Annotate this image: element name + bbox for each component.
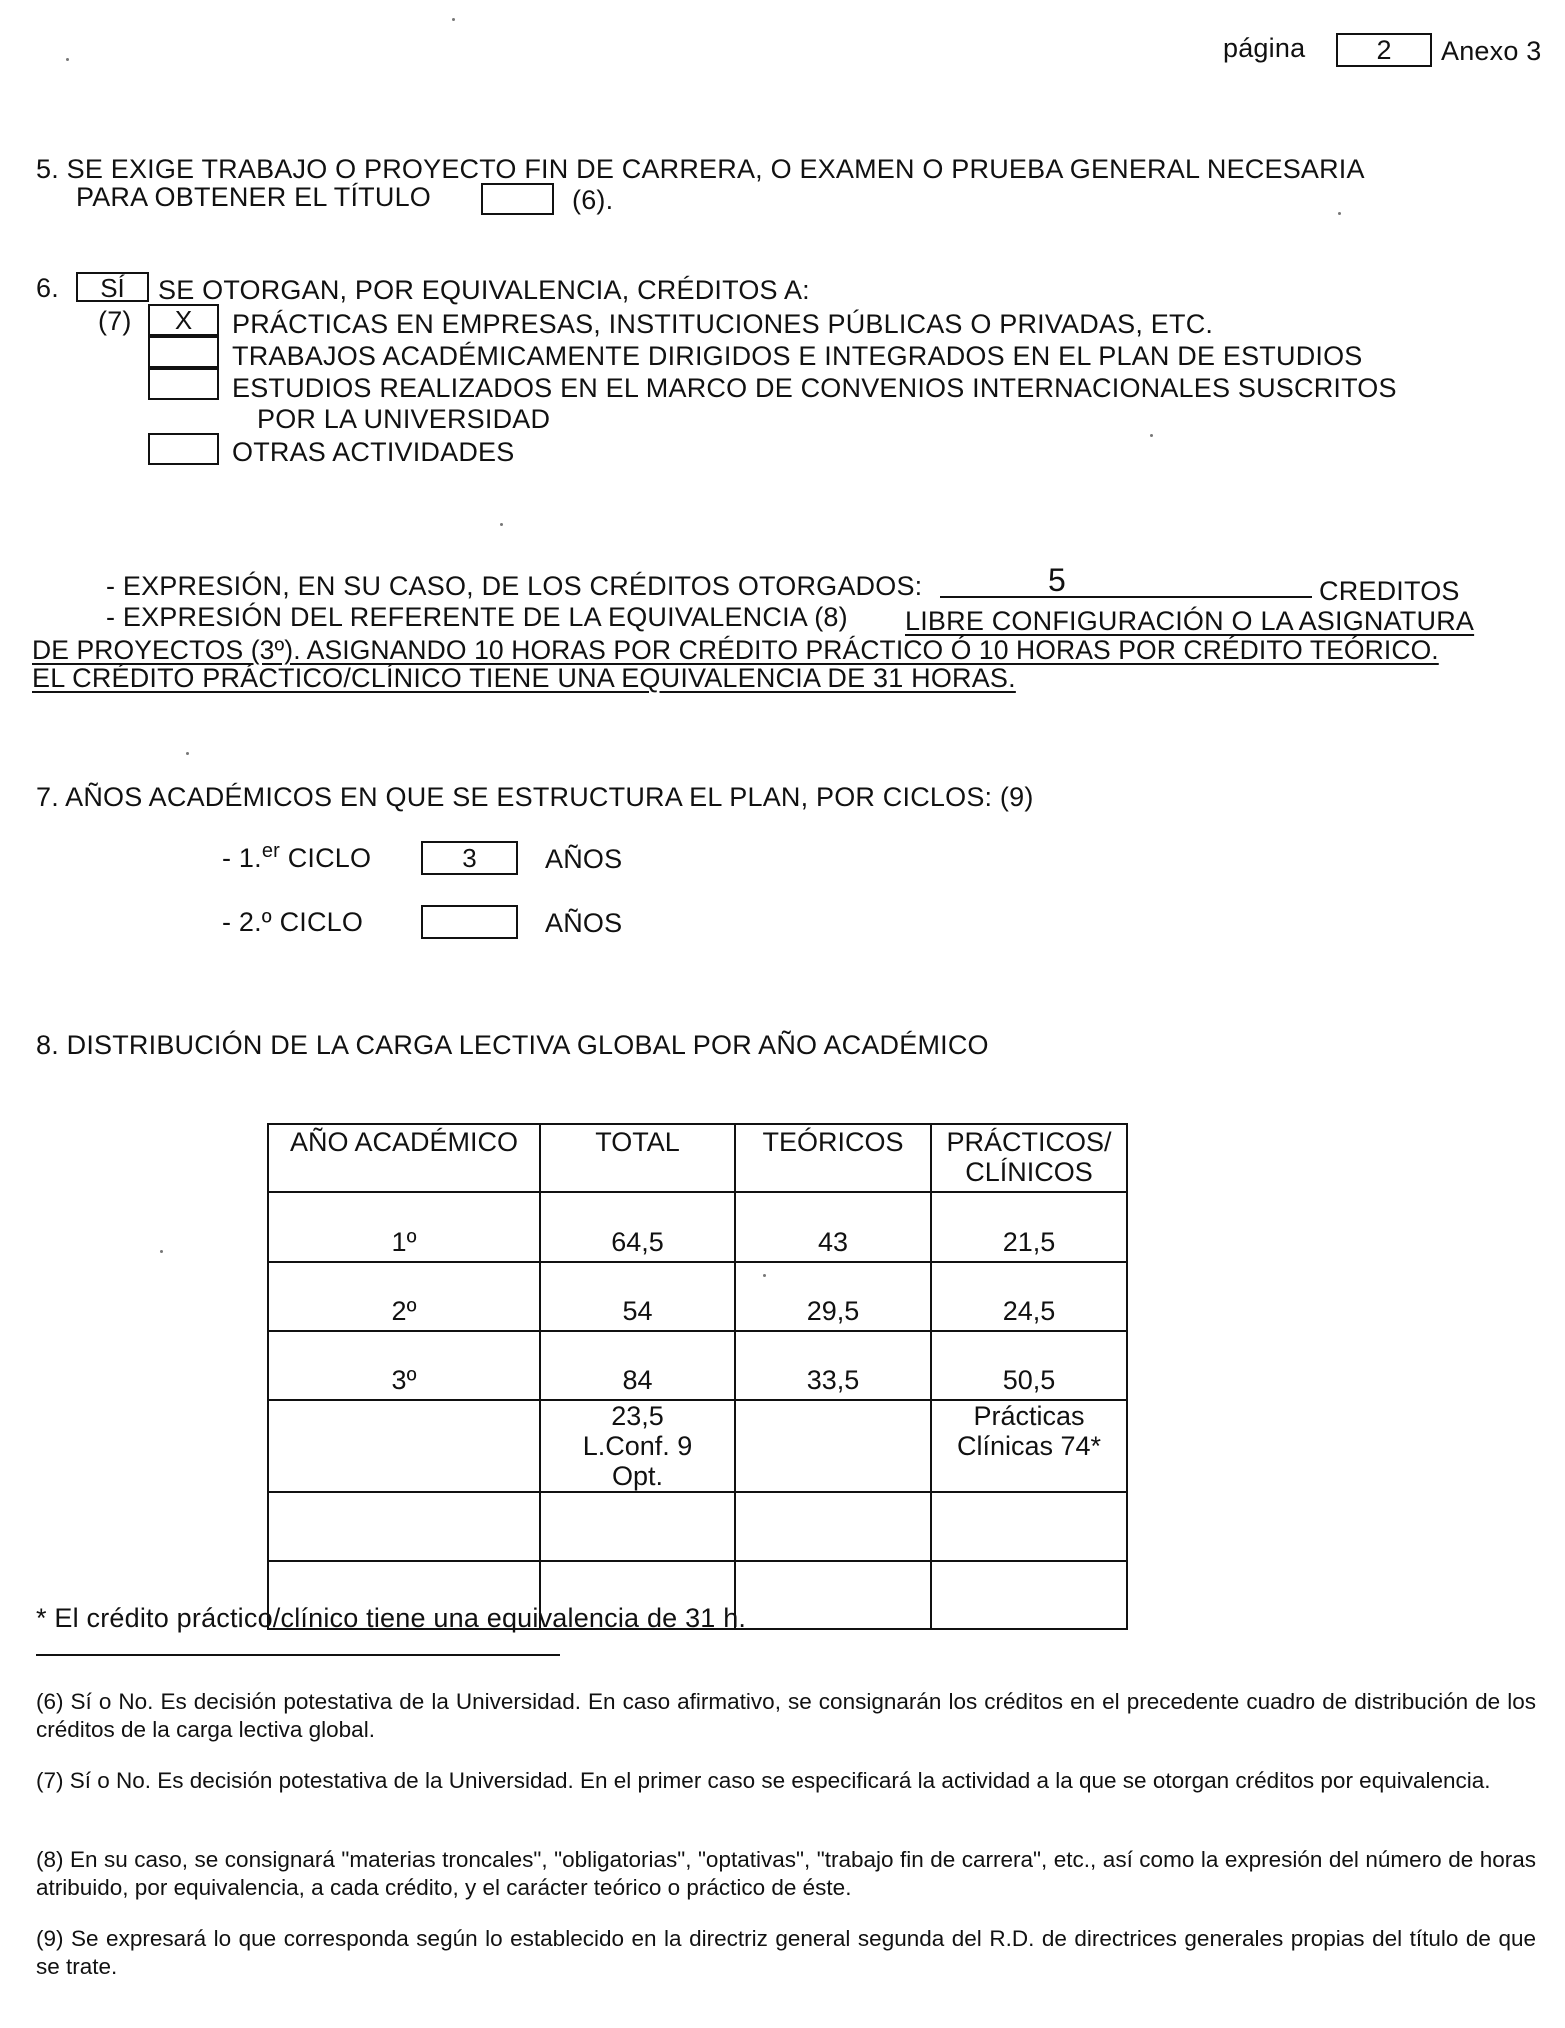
cell-total: 23,5 L.Conf. 9 Opt. <box>540 1400 735 1492</box>
section6-title: SE OTORGAN, POR EQUIVALENCIA, CRÉDITOS A: <box>158 275 810 305</box>
option-trabajos-label: TRABAJOS ACADÉMICAMENTE DIRIGIDOS E INTEGRADOS EN EL PLAN DE ESTUDIOS <box>232 341 1363 371</box>
section5-note-ref: (6). <box>572 185 614 215</box>
load-distribution-table <box>267 1123 1128 1630</box>
cell-total: 54 <box>540 1262 735 1331</box>
section6-number: 6. <box>36 273 59 303</box>
footnote-divider <box>36 1654 560 1656</box>
referent-line3: EL CRÉDITO PRÁCTICO/CLÍNICO TIENE UNA EQUIVALENCIA DE 31 HORAS. <box>32 663 1016 693</box>
page-number-box: 2 <box>1336 33 1432 67</box>
cell-practice: Prácticas Clínicas 74* <box>931 1400 1127 1492</box>
credits-value: 5 <box>1048 562 1066 598</box>
footnote-7: (7) Sí o No. Es decisión potestativa de la Universidad. En el primer caso se especificará la actividad a la que se otorgan créditos por equivalencia. <box>36 1768 1491 1793</box>
cell-practice: 21,5 <box>931 1192 1127 1262</box>
option-practicas-label: PRÁCTICAS EN EMPRESAS, INSTITUCIONES PÚBLICAS O PRIVADAS, ETC. <box>232 309 1214 339</box>
option-trabajos-box <box>148 336 219 368</box>
referent-line1: LIBRE CONFIGURACIÓN O LA ASIGNATURA <box>905 606 1475 636</box>
cycle1-prefix: - 1. <box>222 843 262 873</box>
cell-total: 64,5 <box>540 1192 735 1262</box>
annex-label: Anexo 3 <box>1441 36 1542 66</box>
section6-note-ref: (7) <box>98 306 132 336</box>
section6-yes-box: SÍ <box>76 272 149 302</box>
cell-total: 84 <box>540 1331 735 1400</box>
scan-speck <box>1338 212 1341 215</box>
scan-speck <box>186 752 189 755</box>
referent-label: - EXPRESIÓN DEL REFERENTE DE LA EQUIVALENCIA (8) <box>106 602 848 632</box>
table-row <box>268 1192 1127 1262</box>
credits-underline <box>940 596 1312 598</box>
table-row <box>268 1400 1127 1492</box>
cell-total <box>540 1492 735 1561</box>
table-row <box>268 1492 1127 1561</box>
section5-answer-box <box>481 183 554 215</box>
scan-speck <box>160 1250 163 1253</box>
cell-theory <box>735 1561 931 1629</box>
page-label: página <box>1223 33 1306 63</box>
cycle2-unit: AÑOS <box>545 908 623 938</box>
scan-speck <box>763 1274 766 1277</box>
cycle1-label <box>222 842 371 874</box>
cycle2-value-box <box>421 905 518 939</box>
header-theory: TEÓRICOS <box>735 1124 931 1192</box>
option-otras-label: OTRAS ACTIVIDADES <box>232 437 515 467</box>
footnote-6: (6) Sí o No. Es decisión potestativa de la Universidad. En caso afirmativo, se consignarán los créditos en el precedente cuadro de distribución de los créditos de la carga lectiva global. <box>36 1689 1536 1742</box>
cell-practice: 24,5 <box>931 1262 1127 1331</box>
cell-year: 2º <box>268 1262 540 1331</box>
cell-year <box>268 1400 540 1492</box>
option-estudios-label: ESTUDIOS REALIZADOS EN EL MARCO DE CONVENIOS INTERNACIONALES SUSCRITOS <box>232 373 1397 403</box>
section8-title: 8. DISTRIBUCIÓN DE LA CARGA LECTIVA GLOBAL POR AÑO ACADÉMICO <box>36 1030 989 1060</box>
cell-practice <box>931 1561 1127 1629</box>
cell-year: 1º <box>268 1192 540 1262</box>
scan-speck <box>1150 434 1153 437</box>
cell-theory: 29,5 <box>735 1262 931 1331</box>
section5-line1: 5. SE EXIGE TRABAJO O PROYECTO FIN DE CARRERA, O EXAMEN O PRUEBA GENERAL NECESARIA <box>36 154 1365 184</box>
footnote-9: (9) Se expresará lo que corresponda según lo establecido en la directriz general segunda del R.D. de directrices generales propias del título de que se trate. <box>36 1926 1536 1979</box>
table-row <box>268 1331 1127 1400</box>
section5-line2: PARA OBTENER EL TÍTULO <box>76 182 431 212</box>
cell-theory: 33,5 <box>735 1331 931 1400</box>
cycle1-value-box: 3 <box>421 841 518 875</box>
scan-speck <box>452 18 455 21</box>
option-otras-box <box>148 433 219 465</box>
cycle1-suffix: CICLO <box>287 843 372 873</box>
cell-year: 3º <box>268 1331 540 1400</box>
cycle2-label: - 2.º CICLO <box>222 907 364 937</box>
cycle1-unit: AÑOS <box>545 844 623 874</box>
cycle1-sup: er <box>261 840 280 862</box>
option-estudios-label-cont: POR LA UNIVERSIDAD <box>257 404 551 434</box>
section7-title: 7. AÑOS ACADÉMICOS EN QUE SE ESTRUCTURA EL PLAN, POR CICLOS: (9) <box>36 782 1034 812</box>
option-estudios-box <box>148 368 219 400</box>
cell-theory: 43 <box>735 1192 931 1262</box>
header-year: AÑO ACADÉMICO <box>268 1124 540 1192</box>
option-practicas-box: X <box>148 304 219 336</box>
header-total: TOTAL <box>540 1124 735 1192</box>
cell-theory <box>735 1492 931 1561</box>
cell-practice <box>931 1492 1127 1561</box>
cell-theory <box>735 1400 931 1492</box>
cell-year <box>268 1492 540 1561</box>
cell-practice: 50,5 <box>931 1331 1127 1400</box>
scan-speck <box>66 58 69 61</box>
referent-line2: DE PROYECTOS (3º). ASIGNANDO 10 HORAS POR CRÉDITO PRÁCTICO Ó 10 HORAS POR CRÉDITO TEÓRICO. <box>32 635 1439 665</box>
table-header-row <box>268 1124 1127 1192</box>
footnote-8: (8) En su caso, se consignará "materias troncales", "obligatorias", "optativas", "trabajo fin de carrera", etc., así como la expresión del número de horas atribuido, por equivalencia, a cada crédito, y el carácter teórico o práctico de éste. <box>36 1847 1536 1900</box>
credits-unit: CREDITOS <box>1319 576 1460 606</box>
table-note: * El crédito práctico/clínico tiene una equivalencia de 31 h. <box>36 1603 747 1633</box>
scan-speck <box>500 523 503 526</box>
header-practice: PRÁCTICOS/ CLÍNICOS <box>931 1124 1127 1192</box>
credits-label: - EXPRESIÓN, EN SU CASO, DE LOS CRÉDITOS OTORGADOS: <box>106 571 923 601</box>
table-row <box>268 1262 1127 1331</box>
